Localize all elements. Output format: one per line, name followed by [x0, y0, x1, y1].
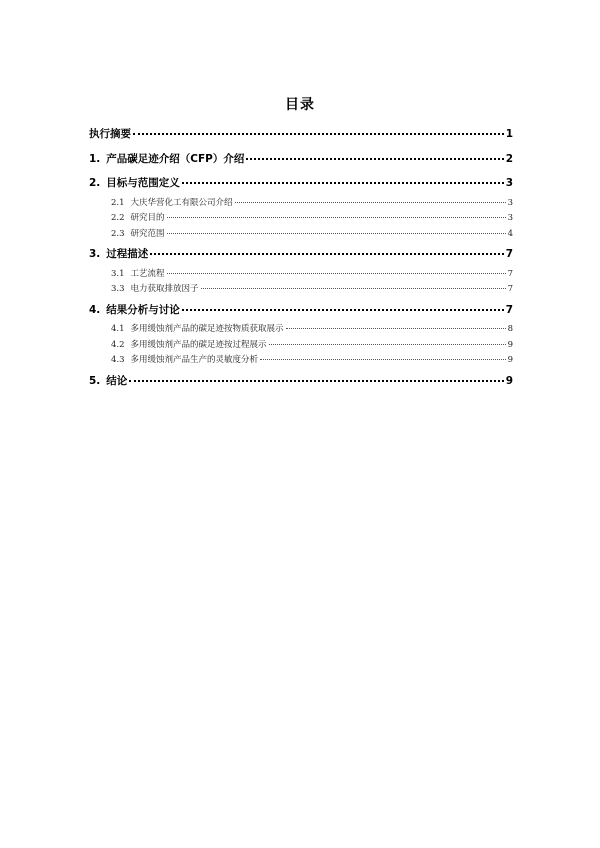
dot-leader — [260, 354, 506, 363]
toc-page-number: 9 — [507, 355, 513, 365]
toc-page-number: 7 — [507, 284, 513, 294]
toc-page-number: 7 — [507, 268, 513, 279]
toc-entry-text: 电力获取排放因子 — [130, 284, 199, 294]
toc-entry-text: 结论 — [106, 374, 128, 387]
toc-entry-text: 研究范围 — [130, 228, 165, 239]
toc-page-number: 3 — [507, 197, 513, 208]
toc-entry-text: 多用缓蚀剂产品的碳足迹按物质获取展示 — [130, 324, 284, 334]
dot-leader — [201, 283, 506, 292]
dot-leader — [286, 323, 506, 332]
toc-entry-label — [111, 267, 165, 283]
toc-entry-number: 3.3 — [111, 284, 125, 294]
toc-entry-text: 结果分析与讨论 — [106, 303, 180, 316]
toc-entry-number: 3. — [89, 248, 101, 260]
toc-entry-number: 3.1 — [111, 268, 125, 279]
toc-entry-number: 4.1 — [111, 324, 125, 334]
toc-entry-label — [89, 147, 244, 172]
toc-entry-section-1[interactable] — [89, 147, 513, 172]
toc-entry-section-2-1[interactable] — [89, 196, 513, 212]
toc-entry-section-2-3[interactable] — [89, 227, 513, 243]
toc-entry-number: 2.2 — [111, 213, 125, 223]
toc-entry-section-4-2[interactable] — [89, 338, 513, 354]
toc-entry-text: 过程描述 — [106, 248, 149, 260]
toc-entry-number: 2. — [89, 177, 101, 189]
toc-entry-label — [89, 242, 148, 267]
toc-entry-label — [111, 322, 284, 338]
toc-page-number: 1 — [505, 128, 513, 140]
toc-entry-section-3[interactable] — [89, 242, 513, 267]
toc-entry-section-3-1[interactable] — [89, 267, 513, 283]
toc-entry-number: 2.1 — [111, 197, 125, 208]
toc-entry-number: 1. — [89, 152, 101, 165]
dot-leader — [133, 127, 504, 138]
toc-entry-number: 4. — [89, 303, 101, 316]
toc-page-number: 3 — [505, 177, 513, 189]
dot-leader — [246, 151, 503, 162]
table-of-contents — [89, 122, 513, 393]
toc-entry-number: 4.2 — [111, 339, 125, 350]
toc-page-number: 7 — [505, 248, 513, 260]
toc-entry-text: 研究目的 — [130, 213, 165, 223]
dot-leader — [129, 373, 503, 384]
toc-entry-label — [111, 196, 233, 212]
toc-entry-section-4-1[interactable] — [89, 322, 513, 338]
toc-entry-text: 多用缓蚀剂产品的碳足迹按过程展示 — [130, 339, 267, 350]
toc-page-number: 9 — [507, 339, 513, 350]
toc-page-number: 8 — [507, 324, 513, 334]
toc-entry-label — [89, 369, 127, 394]
toc-page-number: 9 — [505, 374, 513, 387]
toc-entry-section-2[interactable] — [89, 171, 513, 196]
toc-entry-text: 多用缓蚀剂产品生产的灵敏度分析 — [130, 355, 259, 365]
toc-entry-text: 目标与范围定义 — [106, 177, 180, 189]
dot-leader — [182, 176, 504, 187]
toc-entry-label — [111, 353, 258, 369]
toc-title: 目录 — [285, 97, 315, 113]
dot-leader — [150, 247, 503, 258]
toc-entry-label — [111, 338, 267, 354]
toc-entry-label — [111, 211, 165, 227]
toc-entry-label: 执行摘要 — [89, 128, 131, 140]
toc-entry-text: 工艺流程 — [130, 268, 165, 279]
toc-entry-section-5[interactable] — [89, 369, 513, 394]
toc-entry-label — [111, 227, 165, 243]
toc-page-number: 2 — [505, 152, 513, 165]
dot-leader — [235, 196, 506, 205]
toc-entry-text: 产品碳足迹介绍（CFP）介绍 — [106, 152, 245, 165]
dot-leader — [182, 302, 504, 313]
toc-entry-executive-summary[interactable] — [89, 122, 513, 147]
toc-entry-section-2-2[interactable] — [89, 211, 513, 227]
toc-entry-label — [111, 282, 199, 298]
toc-entry-label — [89, 298, 180, 323]
dot-leader — [167, 227, 506, 236]
toc-page-number: 7 — [505, 303, 513, 316]
toc-entry-section-3-3[interactable] — [89, 282, 513, 298]
dot-leader — [167, 267, 506, 276]
toc-entry-number: 5. — [89, 374, 101, 387]
toc-entry-section-4-3[interactable] — [89, 353, 513, 369]
toc-entry-number: 2.3 — [111, 228, 125, 239]
toc-entry-text: 大庆华营化工有限公司介绍 — [130, 197, 233, 208]
toc-entry-section-4[interactable] — [89, 298, 513, 323]
dot-leader — [167, 212, 506, 221]
toc-page-number: 3 — [507, 213, 513, 223]
toc-entry-number: 4.3 — [111, 355, 125, 365]
toc-entry-label — [89, 171, 180, 196]
toc-page-number: 4 — [507, 228, 513, 239]
dot-leader — [269, 338, 506, 347]
